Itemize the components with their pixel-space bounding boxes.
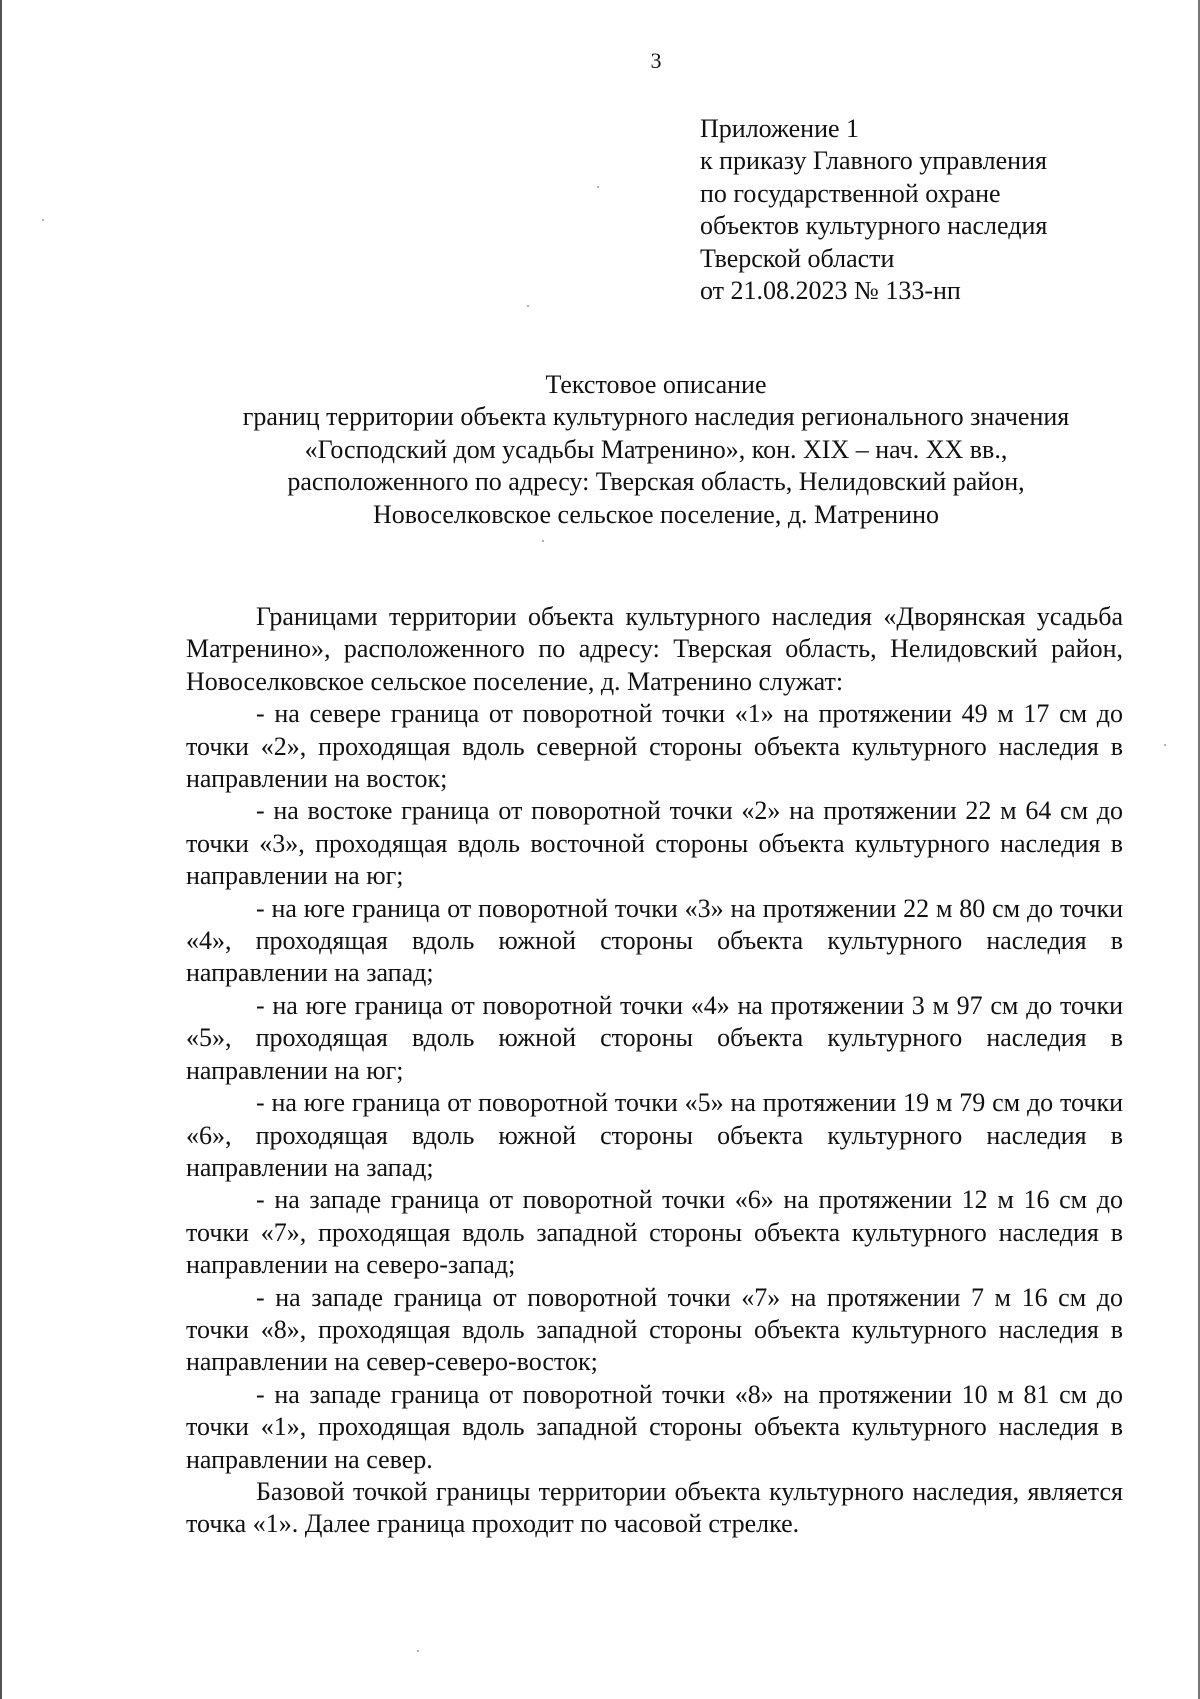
appendix-line: к приказу Главного управления — [700, 146, 1047, 176]
document-body — [186, 601, 1123, 1541]
boundary-item-2: - на востоке граница от поворотной точки «2» на протяжении 22 м 64 см до точки «3», проходящая вдоль восточной стороны объекта культурного наследия в направлении на юг; — [186, 796, 1123, 891]
boundary-item-7: - на западе граница от поворотной точки «7» на протяжении 7 м 16 см до точки «8», проходящая вдоль западной стороны объекта культурного наследия в направлении на север-северо-восток; — [186, 1282, 1123, 1377]
title-line: расположенного по адресу: Тверская область, Нелидовский район, — [287, 467, 1025, 497]
title-line: границ территории объекта культурного наследия регионального значения — [242, 402, 1070, 432]
boundary-item-1: - на севере граница от поворотной точки «1» на протяжении 49 м 17 см до точки «2», проходящая вдоль северной стороны объекта культурного наследия в направлении на восток; — [186, 699, 1123, 794]
appendix-header — [700, 113, 1160, 307]
appendix-line: Тверской области — [700, 243, 895, 273]
boundary-item-3: - на юге граница от поворотной точки «3» на протяжении 22 м 80 см до точки «4», проходящая вдоль южной стороны объекта культурного наследия в направлении на запад; — [186, 893, 1123, 988]
boundary-item-6: - на западе граница от поворотной точки «6» на протяжении 12 м 16 см до точки «7», проходящая вдоль западной стороны объекта культурного наследия в направлении на северо-запад; — [186, 1185, 1123, 1280]
scan-speck — [42, 219, 44, 221]
title-line: Новоселковское сельское поселение, д. Матренино — [373, 499, 939, 529]
scan-speck — [1164, 744, 1166, 746]
title-line: Текстовое описание — [545, 370, 767, 399]
page-number: 3 — [650, 48, 662, 73]
appendix-line: от 21.08.2023 № 133-нп — [700, 276, 961, 306]
document-title — [100, 369, 1200, 531]
scan-speck — [527, 305, 529, 307]
intro-paragraph: Границами территории объекта культурного наследия «Дворянская усадьба Матренино», расположенного по адресу: Тверская область, Нелидовский район, Новоселковское сельское поселение, д. Матренино служат: — [186, 602, 1123, 696]
title-line: «Господский дом усадьбы Матренино», кон. XIX – нач. XX вв., — [304, 434, 1008, 464]
appendix-line: по государственной охране — [700, 178, 1001, 208]
boundary-item-5: - на юге граница от поворотной точки «5» на протяжении 19 м 79 см до точки «6», проходящая вдоль южной стороны объекта культурного наследия в направлении на запад; — [186, 1088, 1123, 1182]
closing-paragraph: Базовой точкой границы территории объекта культурного наследия, является точка «1». Далее граница проходит по часовой стрелке. — [186, 1476, 1123, 1539]
page-left-edge — [0, 0, 2, 1699]
scan-speck — [542, 540, 544, 542]
boundary-item-8: - на западе граница от поворотной точки «8» на протяжении 10 м 81 см до точки «1», проходящая вдоль западной стороны объекта культурного наследия в направлении на север. — [186, 1379, 1123, 1474]
appendix-line: объектов культурного наследия — [700, 211, 1048, 241]
scan-speck — [417, 1650, 419, 1652]
appendix-line: Приложение 1 — [700, 114, 860, 143]
boundary-item-4: - на юге граница от поворотной точки «4» на протяжении 3 м 97 см до точки «5», проходящая вдоль южной стороны объекта культурного наследия в направлении на юг; — [186, 990, 1123, 1085]
scan-speck — [597, 186, 599, 188]
